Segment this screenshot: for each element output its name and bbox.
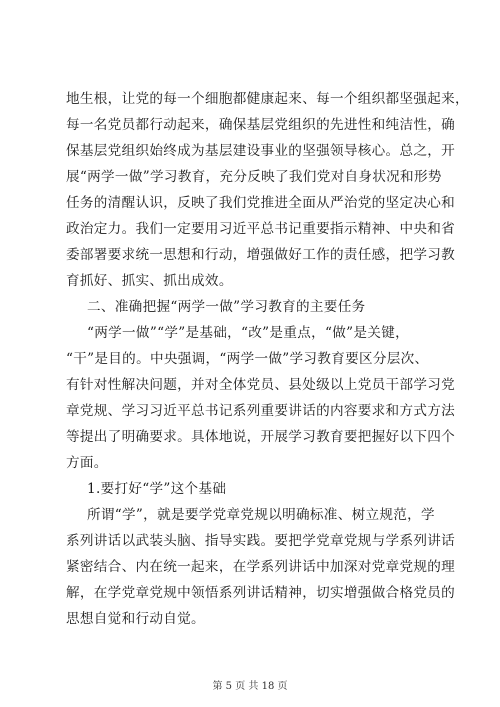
text-line: “两学一做”“学”是基础，“改”是重点，“做”是关键， xyxy=(87,325,409,341)
text-line: 政治定力。我们一定要用习近平总书记重要指示精神、中央和省 xyxy=(66,221,456,237)
text-line: 有针对性解决问题，并对全体党员、县处级以上党员干部学习党 xyxy=(66,377,456,393)
text-line: 紧密结合、内在统一起来，在学系列讲话中加深对党章党规的理 xyxy=(66,559,456,575)
text-line: 系列讲话以武装头脑、指导实践。要把学党章党规与学系列讲话 xyxy=(66,533,456,549)
text-line: 方面。 xyxy=(66,455,108,471)
text-line: “干”是目的。中央强调，“两学一做”学习教育要区分层次、 xyxy=(66,351,429,367)
text-line: 所谓“学”，就是要学党章党规以明确标准、树立规范，学 xyxy=(87,507,435,523)
text-line: 育抓好、抓实、抓出成效。 xyxy=(66,273,233,289)
text-line: 委部署要求统一思想和行动，增强做好工作的责任感，把学习教 xyxy=(66,247,456,263)
text-line: 地生根，让党的每一个细胞都健康起来、每一个组织都坚强起来， xyxy=(66,91,469,107)
text-line: 每一名党员都行动起来，确保基层党组织的先进性和纯洁性，确 xyxy=(66,117,456,133)
text-line: 等提出了明确要求。具体地说，开展学习教育要把握好以下四个 xyxy=(66,429,456,445)
text-line: 思想自觉和行动自觉。 xyxy=(66,611,205,627)
body-text xyxy=(66,86,469,632)
text-line: 二、准确把握“两学一做”学习教育的主要任务 xyxy=(87,299,366,315)
text-line: 任务的清醒认识，反映了我们党推进全面从严治党的坚定决心和 xyxy=(66,195,456,211)
page-footer: 第 5 页 共 18 页 xyxy=(212,681,288,692)
text-line: 保基层党组织始终成为基层建设事业的坚强领导核心。总之，开 xyxy=(66,143,456,159)
text-line: 章党规、学习习近平总书记系列重要讲话的内容要求和方式方法 xyxy=(66,403,456,419)
text-line: 展“两学一做”学习教育，充分反映了我们党对自身状况和形势 xyxy=(66,169,442,185)
text-line: 解，在学党章党规中领悟系列讲话精神，切实增强做合格党员的 xyxy=(66,585,456,601)
text-line: 1.要打好“学”这个基础 xyxy=(87,481,227,497)
